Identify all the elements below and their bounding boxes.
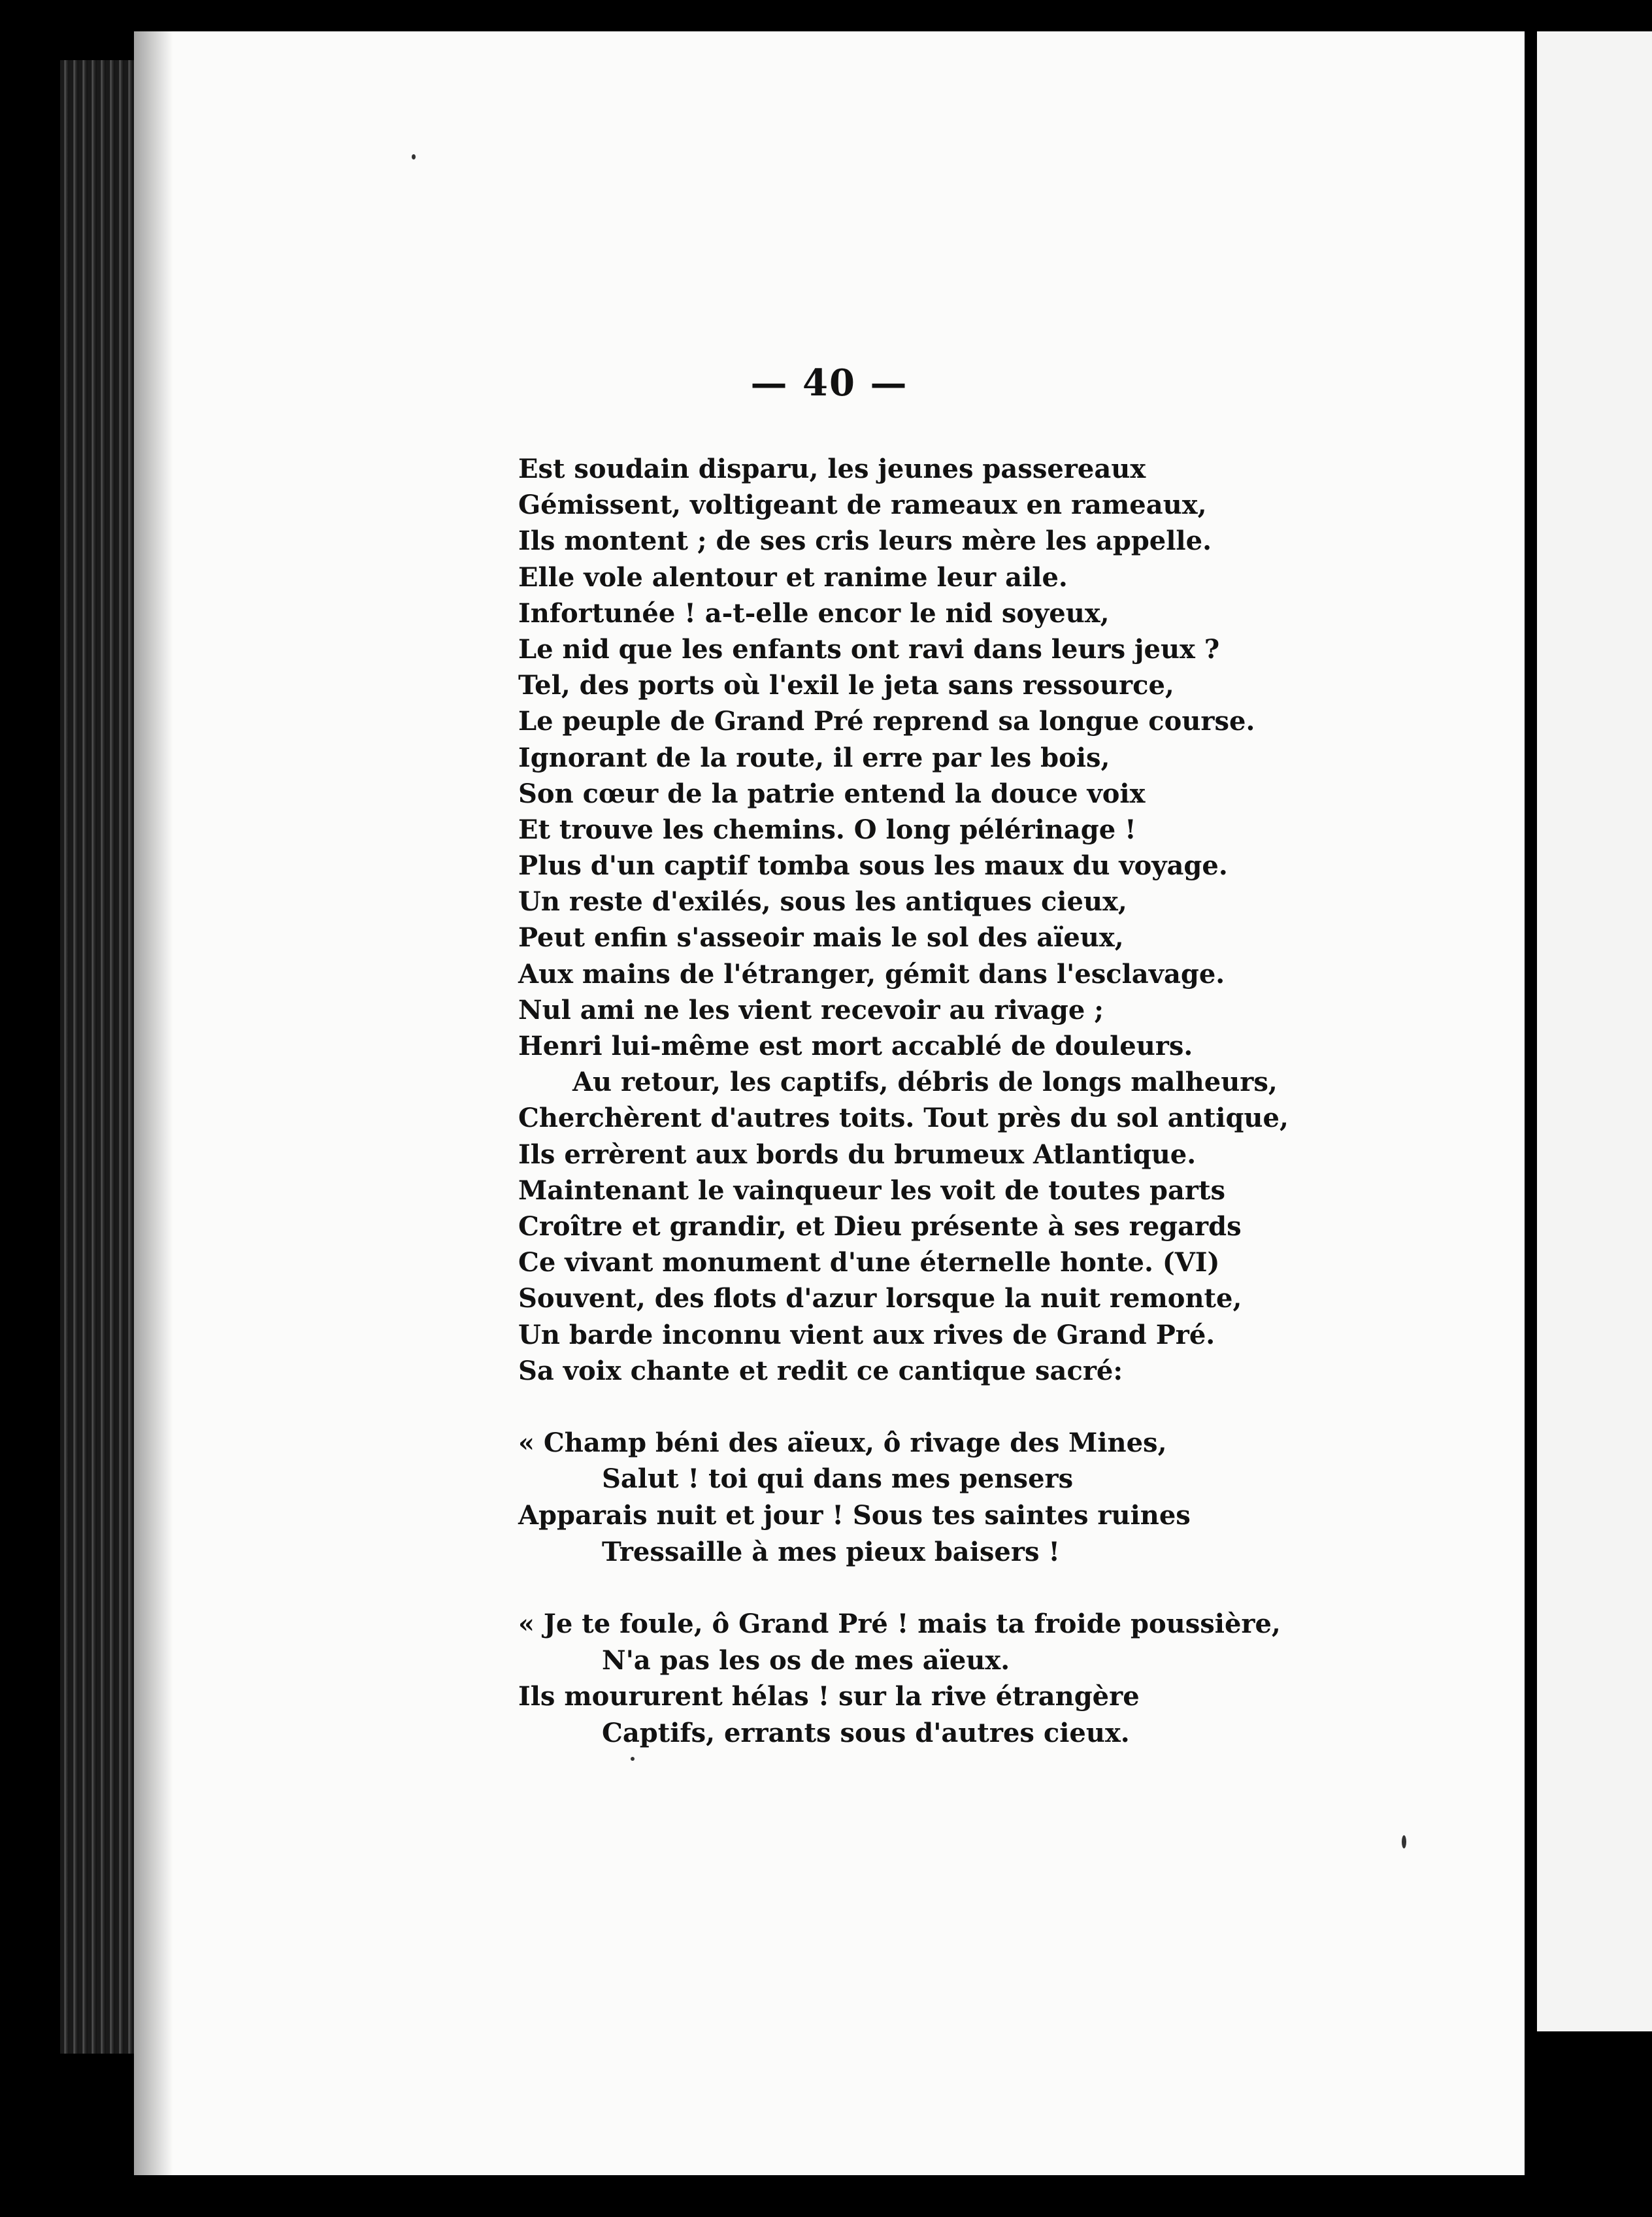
poem-line: Le nid que les enfants ont ravi dans leurs jeux ?	[518, 633, 1220, 665]
stanza-line-indented: Captifs, errants sous d'autres cieux.	[602, 1718, 1130, 1749]
poem-line: Son cœur de la patrie entend la douce voix	[518, 778, 1146, 809]
poem-line: Nul ami ne les vient recevoir au rivage ;	[518, 994, 1104, 1025]
book-page	[134, 31, 1525, 2175]
page-edges	[60, 60, 134, 2054]
stanza-line-indented: Salut ! toi qui dans mes pensers	[602, 1463, 1074, 1495]
poem-line: Aux mains de l'étranger, gémit dans l'esclavage.	[518, 958, 1225, 990]
poem-line: Un reste d'exilés, sous les antiques cieux,	[518, 886, 1127, 918]
poem-line: Ignorant de la route, il erre par les bois,	[518, 742, 1110, 773]
poem-line: Gémissent, voltigeant de rameaux en rameaux,	[518, 490, 1207, 521]
poem-line: Est soudain disparu, les jeunes passereaux	[518, 454, 1146, 484]
poem-line: Elle vole alentour et ranime leur aile.	[518, 561, 1068, 593]
poem-line: Plus d'un captif tomba sous les maux du voyage.	[518, 850, 1228, 882]
paper-speck	[1402, 1835, 1406, 1848]
poem-line: Le peuple de Grand Pré reprend sa longue course.	[518, 706, 1255, 737]
stanza-line: Apparais nuit et jour ! Sous tes saintes ruines	[518, 1500, 1191, 1531]
poem-line: Et trouve les chemins. O long pélérinage !	[518, 814, 1136, 845]
poem-line: Cherchèrent d'autres toits. Tout près du sol antique,	[518, 1103, 1289, 1134]
poem-line: Infortunée ! a-t-elle encor le nid soyeux,	[518, 597, 1110, 629]
poem-line: Ils errèrent aux bords du brumeux Atlantique.	[518, 1139, 1197, 1170]
adjacent-page-edge	[1537, 31, 1652, 2031]
poem-line: Maintenant le vainqueur les voit de toutes parts	[518, 1175, 1225, 1206]
poem-line: Ce vivant monument d'une éternelle honte. (VI)	[518, 1247, 1220, 1278]
canticle-stanza-1	[518, 1425, 1433, 1570]
stanza-line-indented: Tressaille à mes pieux baisers !	[602, 1536, 1060, 1567]
canticle-stanza-2	[518, 1606, 1433, 1751]
poem-line: Peut enfin s'asseoir mais le sol des aïeux,	[518, 922, 1124, 954]
paper-speck	[631, 1757, 635, 1761]
poem-line: Henri lui-même est mort accablé de douleurs.	[518, 1031, 1193, 1061]
poem-line: Un barde inconnu vient aux rives de Grand Pré.	[518, 1319, 1215, 1350]
stanza-line-indented: N'a pas les os de mes aïeux.	[602, 1644, 1010, 1676]
poem-line: Souvent, des flots d'azur lorsque la nuit remonte,	[518, 1283, 1242, 1314]
page-number: — 40 —	[750, 361, 908, 405]
paper-speck	[412, 154, 416, 159]
poem-text	[518, 451, 1433, 1752]
poem-line: Sa voix chante et redit ce cantique sacré:	[518, 1355, 1123, 1386]
poem-line: Ils montent ; de ses cris leurs mère les appelle.	[518, 525, 1212, 557]
stanza-line: Ils moururent hélas ! sur la rive étrangère	[518, 1681, 1140, 1712]
poem-line: Croître et grandir, et Dieu présente à ses regards	[518, 1210, 1242, 1242]
stanza-line: « Champ béni des aïeux, ô rivage des Mines,	[518, 1427, 1167, 1458]
poem-line-indented: Au retour, les captifs, débris de longs malheurs,	[572, 1067, 1278, 1098]
gutter-shadow	[134, 31, 173, 2175]
stanza-line: « Je te foule, ô Grand Pré ! mais ta froide poussière,	[518, 1609, 1281, 1640]
poem-line: Tel, des ports où l'exil le jeta sans ressource,	[518, 670, 1174, 701]
